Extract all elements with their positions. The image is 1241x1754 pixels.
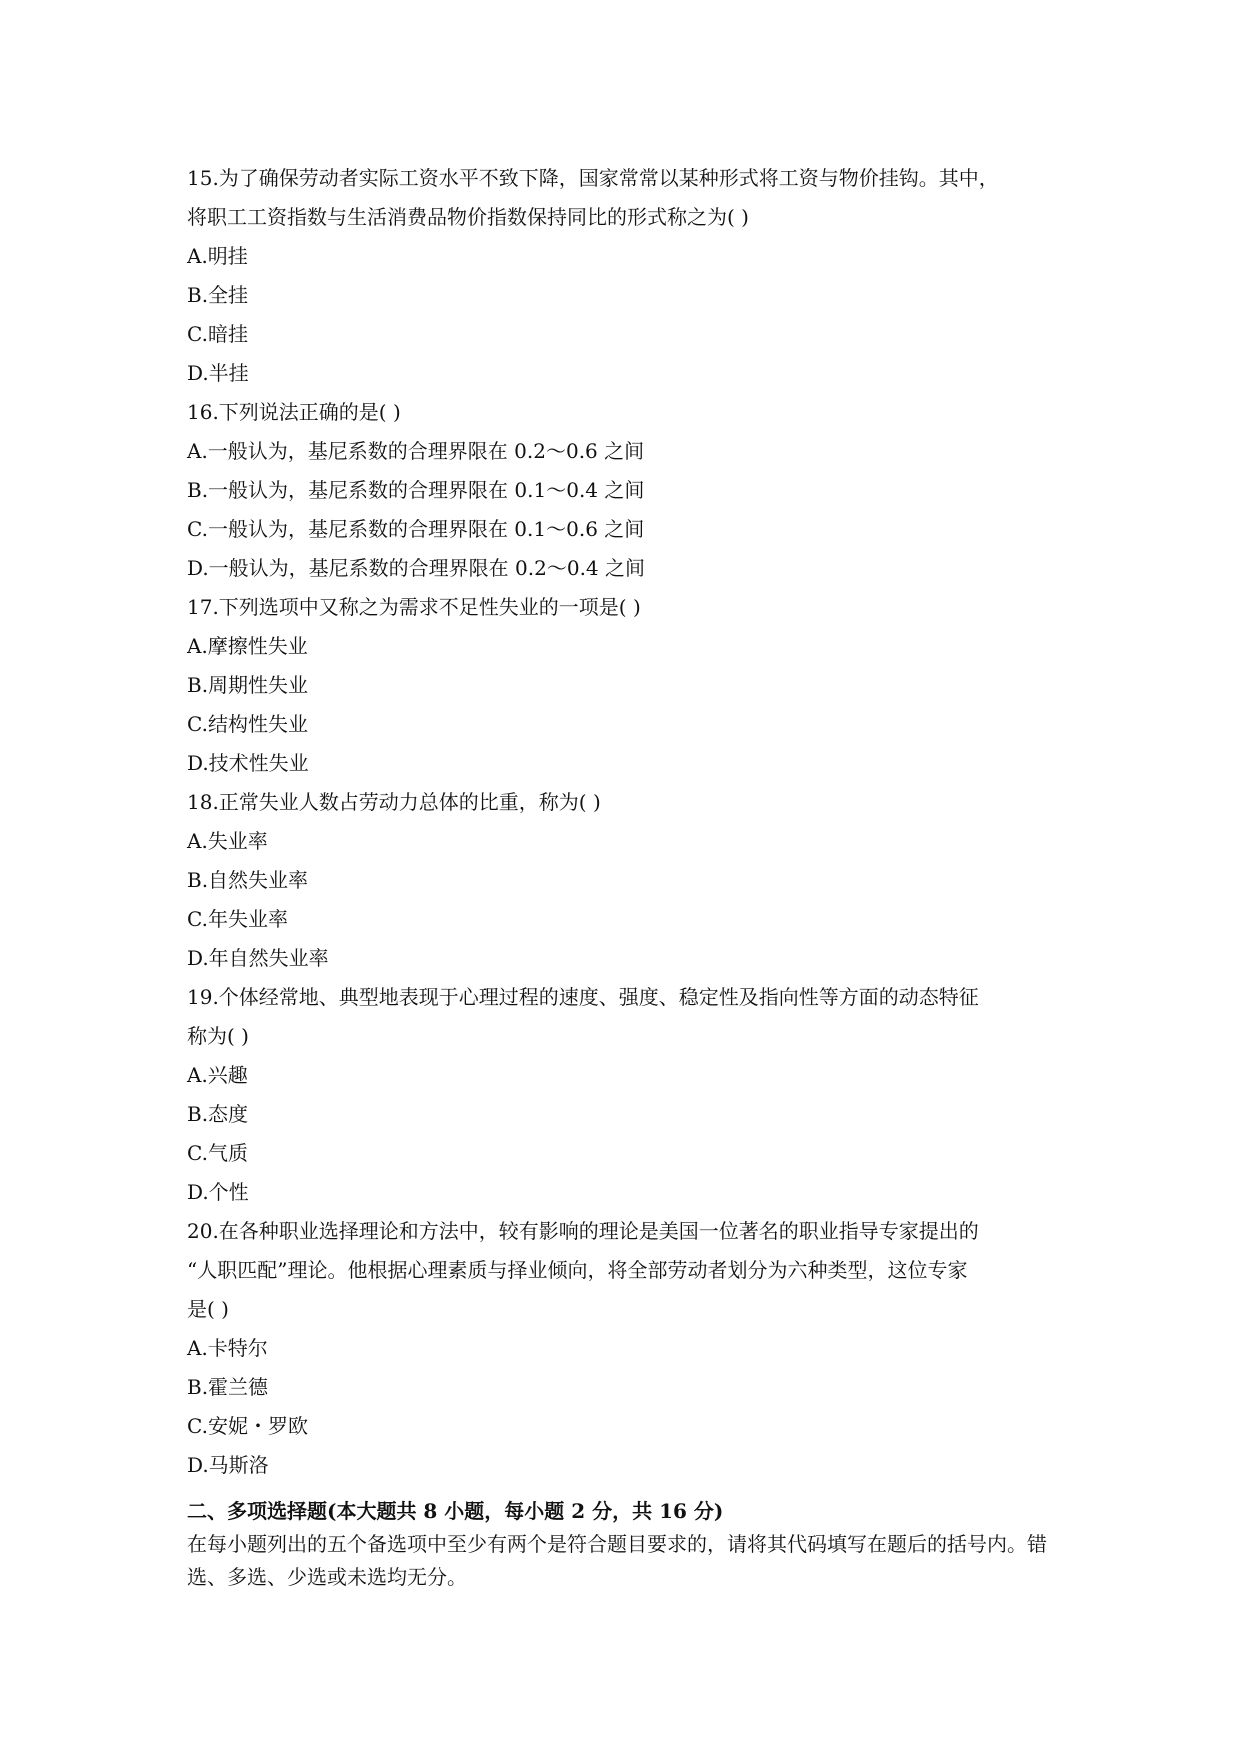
option-a: A.失业率	[187, 829, 268, 853]
section-title: 二、多项选择题(本大题共 8 小题，每小题 2 分，共 16 分)	[187, 1499, 724, 1523]
option-d: D.技术性失业	[187, 751, 309, 775]
question-stem: 是( )	[187, 1297, 229, 1321]
option-c: C.气质	[187, 1141, 248, 1165]
option-c: C.一般认为，基尼系数的合理界限在 0.1～0.6 之间	[187, 517, 645, 541]
question-stem: 17.下列选项中又称之为需求不足性失业的一项是( )	[187, 595, 641, 619]
option-d: D.一般认为，基尼系数的合理界限在 0.2～0.4 之间	[187, 556, 646, 580]
option-b: B.自然失业率	[187, 868, 309, 892]
question-17	[187, 588, 1057, 783]
option-a: A.兴趣	[187, 1063, 248, 1087]
option-a: A.卡特尔	[187, 1336, 268, 1360]
option-b: B.一般认为，基尼系数的合理界限在 0.1～0.4 之间	[187, 478, 645, 502]
question-stem: “人职匹配”理论。他根据心理素质与择业倾向，将全部劳动者划分为六种类型，这位专家	[187, 1258, 968, 1282]
question-stem: 称为( )	[187, 1024, 249, 1048]
option-a: A.摩擦性失业	[187, 634, 308, 658]
option-d: D.年自然失业率	[187, 946, 329, 970]
option-b: B.霍兰德	[187, 1375, 269, 1399]
question-stem: 20.在各种职业选择理论和方法中，较有影响的理论是美国一位著名的职业指导专家提出的	[187, 1219, 979, 1243]
question-19	[187, 978, 1057, 1212]
option-b: B.周期性失业	[187, 673, 309, 697]
option-a: A.明挂	[187, 244, 248, 268]
option-b: B.态度	[187, 1102, 249, 1126]
option-d: D.个性	[187, 1180, 249, 1204]
question-stem: 19.个体经常地、典型地表现于心理过程的速度、强度、稳定性及指向性等方面的动态特征	[187, 985, 979, 1009]
option-c: C.年失业率	[187, 907, 288, 931]
question-stem: 18.正常失业人数占劳动力总体的比重，称为( )	[187, 790, 601, 814]
question-16	[187, 393, 1057, 588]
question-20	[187, 1212, 1057, 1485]
option-a: A.一般认为，基尼系数的合理界限在 0.2～0.6 之间	[187, 439, 645, 463]
section-multiple-choice	[187, 1495, 1057, 1594]
section-instruction: 在每小题列出的五个备选项中至少有两个是符合题目要求的，请将其代码填写在题后的括号内。错选、多选、少选或未选均无分。	[187, 1532, 1047, 1589]
option-c: C.暗挂	[187, 322, 248, 346]
exam-page	[187, 159, 1057, 1594]
question-stem: 16.下列说法正确的是( )	[187, 400, 401, 424]
option-d: D.半挂	[187, 361, 249, 385]
question-18	[187, 783, 1057, 978]
question-15	[187, 159, 1057, 393]
option-d: D.马斯洛	[187, 1453, 269, 1477]
question-stem: 将职工工资指数与生活消费品物价指数保持同比的形式称之为( )	[187, 205, 749, 229]
question-stem: 15.为了确保劳动者实际工资水平不致下降，国家常常以某种形式将工资与物价挂钩。其中，	[187, 166, 999, 190]
option-b: B.全挂	[187, 283, 249, 307]
option-c: C.安妮・罗欧	[187, 1414, 308, 1438]
option-c: C.结构性失业	[187, 712, 308, 736]
